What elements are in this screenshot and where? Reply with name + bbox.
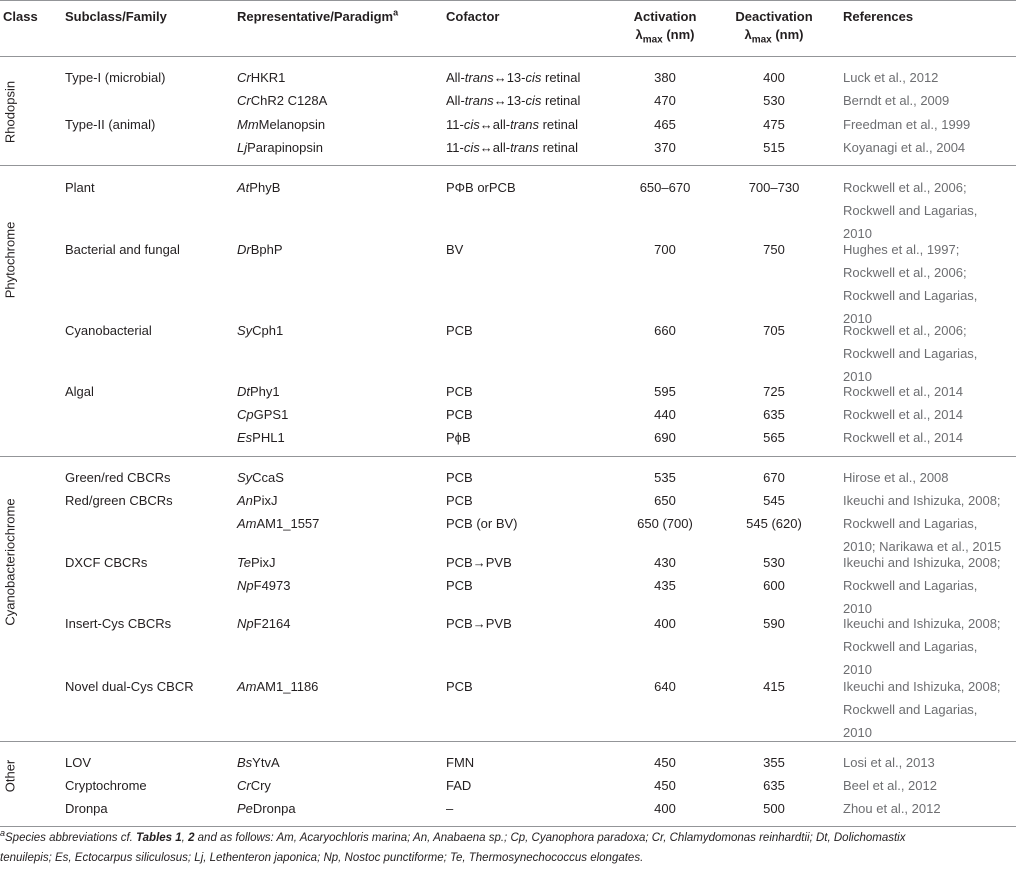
representative-cell: NpF2164: [237, 616, 291, 631]
references-cell: Rockwell and Lagarias, 2010: [843, 578, 978, 616]
references-cell: Rockwell et al., 2014: [843, 407, 963, 422]
cofactor-cell: All-trans↔13-cis retinal: [446, 93, 581, 108]
activation-cell: 450: [654, 778, 676, 793]
subclass-label: Dronpa: [65, 801, 108, 816]
activation-cell: 700: [654, 242, 676, 257]
references-cell: Rockwell et al., 2014: [843, 430, 963, 445]
representative-cell: SyCcaS: [237, 470, 284, 485]
references-cell: Rockwell et al., 2014: [843, 384, 963, 399]
deactivation-cell: 700–730: [748, 180, 800, 195]
activation-cell: 430: [654, 555, 676, 570]
deactivation-cell: 415: [763, 679, 785, 694]
activation-cell: 370: [654, 140, 676, 155]
subclass-label: Type-II (animal): [65, 117, 156, 132]
references-cell: Koyanagi et al., 2004: [843, 140, 966, 155]
deactivation-cell: 565: [763, 430, 785, 445]
cofactor-cell: PCB→PVB: [446, 555, 512, 570]
references-cell: Hirose et al., 2008: [843, 470, 949, 485]
section-rule: [0, 456, 1016, 457]
deactivation-cell: 515: [763, 140, 785, 155]
references-cell: Losi et al., 2013: [843, 755, 935, 770]
deactivation-cell: 590: [763, 616, 785, 631]
cofactor-cell: BV: [446, 242, 464, 257]
deactivation-cell: 635: [763, 778, 785, 793]
cofactor-cell: PCB→PVB: [446, 616, 512, 631]
representative-cell: BsYtvA: [237, 755, 280, 770]
subclass-label: Plant: [65, 180, 95, 195]
deactivation-cell: 530: [763, 93, 785, 108]
representative-cell: SyCph1: [237, 323, 284, 338]
representative-cell: EsPHL1: [237, 430, 285, 445]
cofactor-cell: PCB: [446, 384, 473, 399]
representative-cell: CrChR2 C128A: [237, 93, 328, 108]
header-deactivation: Deactivation $\lambda_{max}$ (nm): [735, 9, 813, 46]
deactivation-cell: 725: [763, 384, 785, 399]
cofactor-cell: PCB: [446, 493, 473, 508]
deactivation-cell: 600: [763, 578, 785, 593]
references-cell: Rockwell and Lagarias, 2010; Narikawa et al., 2015: [843, 516, 1002, 554]
activation-cell: 450: [654, 755, 676, 770]
subclass-label: Cryptochrome: [65, 778, 147, 793]
table-top-rule: [0, 0, 1016, 1]
representative-cell: AtPhyB: [237, 180, 281, 195]
subclass-label: Green/red CBCRs: [65, 470, 171, 485]
representative-cell: PeDronpa: [237, 801, 296, 816]
deactivation-cell: 545 (620): [746, 516, 802, 531]
activation-cell: 595: [654, 384, 676, 399]
subclass-label: Novel dual-Cys CBCR: [65, 679, 194, 694]
activation-cell: 650 (700): [637, 516, 693, 531]
subclass-label: Algal: [65, 384, 94, 399]
cofactor-cell: PCB (or BV): [446, 516, 518, 531]
deactivation-cell: 545: [763, 493, 785, 508]
cofactor-cell: PCB: [446, 679, 473, 694]
references-cell: Ikeuchi and Ishizuka, 2008;: [843, 493, 1001, 508]
deactivation-cell: 750: [763, 242, 785, 257]
references-cell: Ikeuchi and Ishizuka, 2008; Rockwell and Lagarias, 2010: [843, 616, 1001, 677]
representative-cell: CrHKR1: [237, 70, 286, 85]
references-cell: Rockwell et al., 2006; Rockwell and Lagarias, 2010: [843, 180, 978, 241]
activation-cell: 440: [654, 407, 676, 422]
activation-cell: 640: [654, 679, 676, 694]
references-cell: Rockwell et al., 2006; Rockwell and Lagarias, 2010: [843, 323, 978, 384]
cofactor-cell: PΦB orPCB: [446, 180, 516, 195]
references-cell: Ikeuchi and Ishizuka, 2008;: [843, 555, 1001, 570]
section-rule: [0, 165, 1016, 166]
section-rule: [0, 741, 1016, 742]
class-other: Other: [2, 759, 18, 793]
class-rhodopsin: Rhodopsin: [2, 80, 18, 144]
representative-cell: DtPhy1: [237, 384, 280, 399]
representative-cell: AnPixJ: [237, 493, 278, 508]
header-representative: Representative/Paradigm$^a$: [237, 7, 399, 24]
cofactor-cell: PCB: [446, 407, 473, 422]
header-activation: Activation $\lambda_{max}$ (nm): [633, 9, 697, 46]
activation-cell: 535: [654, 470, 676, 485]
references-cell: Luck et al., 2012: [843, 70, 939, 85]
class-cyanobacteriochrome: Cyanobacteriochrome: [2, 498, 18, 626]
activation-cell: 690: [654, 430, 676, 445]
subclass-label: Red/green CBCRs: [65, 493, 173, 508]
representative-cell: AmAM1_1557: [237, 516, 320, 531]
cofactor-cell: All-trans↔13-cis retinal: [446, 70, 581, 85]
activation-cell: 660: [654, 323, 676, 338]
subclass-label: Cyanobacterial: [65, 323, 152, 338]
representative-cell: NpF4973: [237, 578, 291, 593]
activation-cell: 380: [654, 70, 676, 85]
deactivation-cell: 705: [763, 323, 785, 338]
cofactor-cell: PCB: [446, 470, 473, 485]
references-cell: Berndt et al., 2009: [843, 93, 950, 108]
deactivation-cell: 500: [763, 801, 785, 816]
deactivation-cell: 400: [763, 70, 785, 85]
subclass-label: Bacterial and fungal: [65, 242, 180, 257]
deactivation-cell: 355: [763, 755, 785, 770]
references-cell: Freedman et al., 1999: [843, 117, 971, 132]
header-class: Class: [3, 9, 38, 24]
representative-cell: CrCry: [237, 778, 271, 793]
references-cell: Zhou et al., 2012: [843, 801, 941, 816]
representative-cell: AmAM1_1186: [237, 679, 319, 694]
representative-cell: MmMelanopsin: [237, 117, 326, 132]
cofactor-cell: 11-cis↔all-trans retinal: [446, 140, 578, 155]
footnote: $^a$Species abbreviations cf. Tables 1, 2 and as follows: Am, Acaryochloris marina; An, Anabaena sp.; Cp, Cyanophora paradoxa; Cr, Chlamydomonas reinhardtii; Dt, Dolichomastix tenuilepis; Es, Ectocarpus siliculosus; Lj, Lethenteron japonica; Np, Nostoc punctiforme; Te, Thermosynechococcus elongates.: [0, 828, 906, 864]
deactivation-cell: 670: [763, 470, 785, 485]
activation-cell: 435: [654, 578, 676, 593]
subclass-label: Type-I (microbial): [65, 70, 166, 85]
activation-cell: 470: [654, 93, 676, 108]
header-subclass: Subclass/Family: [65, 9, 167, 24]
references-cell: Ikeuchi and Ishizuka, 2008; Rockwell and Lagarias, 2010: [843, 679, 1001, 740]
subclass-label: DXCF CBCRs: [65, 555, 148, 570]
deactivation-cell: 635: [763, 407, 785, 422]
activation-cell: 650–670: [639, 180, 691, 195]
activation-cell: 465: [654, 117, 676, 132]
representative-cell: CpGPS1: [237, 407, 289, 422]
header-cofactor: Cofactor: [446, 9, 500, 24]
table-bottom-rule: [0, 826, 1016, 827]
header-references: References: [843, 9, 914, 24]
deactivation-cell: 530: [763, 555, 785, 570]
header-rule: [0, 56, 1016, 57]
deactivation-cell: 475: [763, 117, 785, 132]
references-cell: Hughes et al., 1997; Rockwell et al., 2006; Rockwell and Lagarias, 2010: [843, 242, 978, 326]
cofactor-cell: PϕB: [446, 430, 471, 445]
class-phytochrome: Phytochrome: [2, 221, 18, 299]
cofactor-cell: FAD: [446, 778, 472, 793]
cofactor-cell: PCB: [446, 323, 473, 338]
activation-cell: 650: [654, 493, 676, 508]
activation-cell: 400: [654, 616, 676, 631]
cofactor-cell: 11-cis↔all-trans retinal: [446, 117, 578, 132]
cofactor-cell: –: [446, 801, 454, 816]
representative-cell: LjParapinopsin: [237, 140, 324, 155]
cofactor-cell: PCB: [446, 578, 473, 593]
subclass-label: LOV: [65, 755, 92, 770]
references-cell: Beel et al., 2012: [843, 778, 937, 793]
activation-cell: 400: [654, 801, 676, 816]
representative-cell: TePixJ: [237, 555, 276, 570]
representative-cell: DrBphP: [237, 242, 283, 257]
cofactor-cell: FMN: [446, 755, 475, 770]
subclass-label: Insert-Cys CBCRs: [65, 616, 172, 631]
